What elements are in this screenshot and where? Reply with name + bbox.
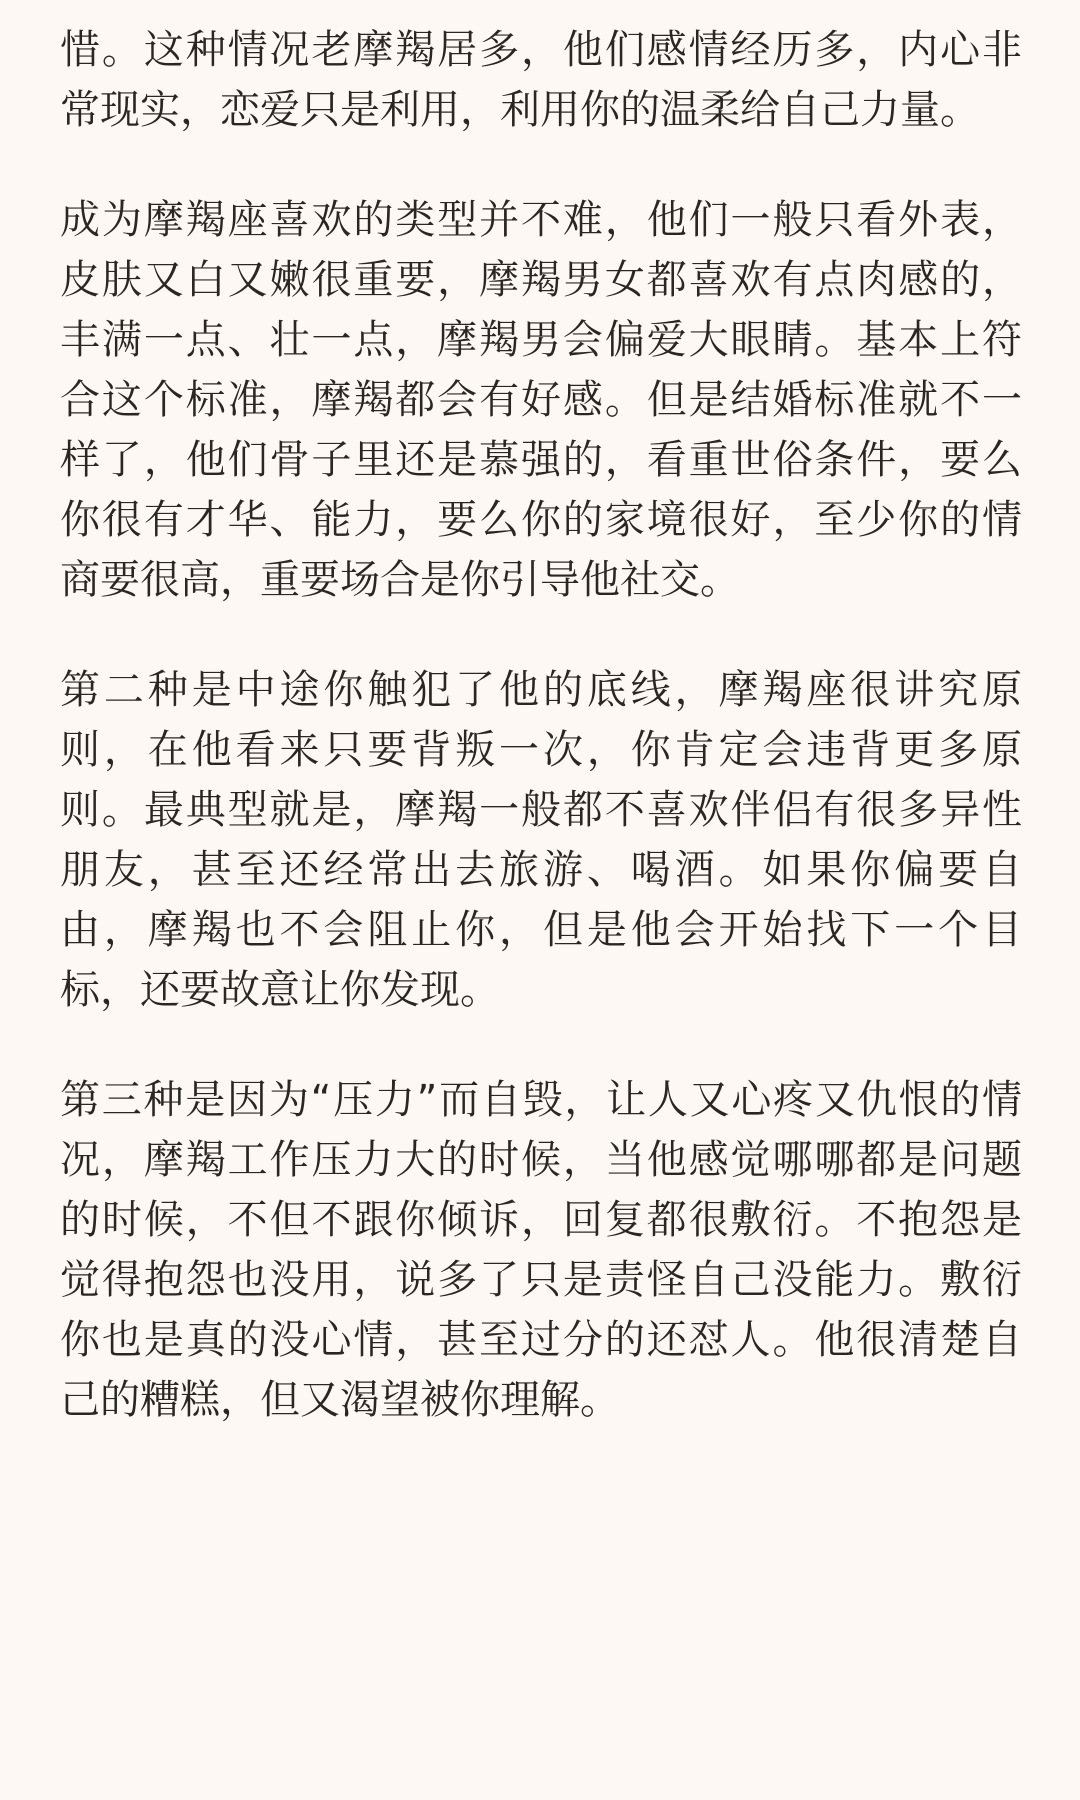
text-line: 第二种是中途你触犯了他的底线，摩羯座很讲究原: [60, 667, 1022, 713]
text-line: 则。最典型就是，摩羯一般都不喜欢伴侣有很多异性: [60, 787, 1022, 833]
paragraph-4: [60, 1070, 1022, 1430]
text-line: 商要很高，重要场合是你引导他社交。: [60, 557, 740, 603]
paragraph-3: [60, 660, 1022, 1020]
paragraph-1: [60, 20, 1022, 140]
text-line: 成为摩羯座喜欢的类型并不难，他们一般只看外表，: [60, 197, 1022, 243]
text-line: 皮肤又白又嫩很重要，摩羯男女都喜欢有点肉感的，: [60, 257, 1022, 303]
text-line: 丰满一点、壮一点，摩羯男会偏爱大眼睛。基本上符: [60, 317, 1022, 363]
text-line: 你也是真的没心情，甚至过分的还怼人。他很清楚自: [60, 1317, 1022, 1363]
text-line: 标，还要故意让你发现。: [60, 967, 500, 1013]
text-line: 由，摩羯也不会阻止你，但是他会开始找下一个目: [60, 907, 1022, 953]
text-line: 常现实，恋爱只是利用，利用你的温柔给自己力量。: [60, 87, 980, 133]
text-line: 觉得抱怨也没用，说多了只是责怪自己没能力。敷衍: [60, 1257, 1022, 1303]
text-line: 则，在他看来只要背叛一次，你肯定会违背更多原: [60, 727, 1022, 773]
text-line: 第三种是因为“压力”而自毁，让人又心疼又仇恨的情: [60, 1077, 1022, 1123]
text-line: 合这个标准，摩羯都会有好感。但是结婚标准就不一: [60, 377, 1022, 423]
article-body: [60, 20, 1022, 1430]
text-line: 况，摩羯工作压力大的时候，当他感觉哪哪都是问题: [60, 1137, 1022, 1183]
text-line: 惜。这种情况老摩羯居多，他们感情经历多，内心非: [60, 27, 1022, 73]
text-line: 己的糟糕，但又渴望被你理解。: [60, 1377, 620, 1423]
text-line: 你很有才华、能力，要么你的家境很好，至少你的情: [60, 497, 1022, 543]
paragraph-2: [60, 190, 1022, 610]
text-line: 朋友，甚至还经常出去旅游、喝酒。如果你偏要自: [60, 847, 1022, 893]
text-line: 的时候，不但不跟你倾诉，回复都很敷衍。不抱怨是: [60, 1197, 1022, 1243]
text-line: 样了，他们骨子里还是慕强的，看重世俗条件，要么: [60, 437, 1022, 483]
